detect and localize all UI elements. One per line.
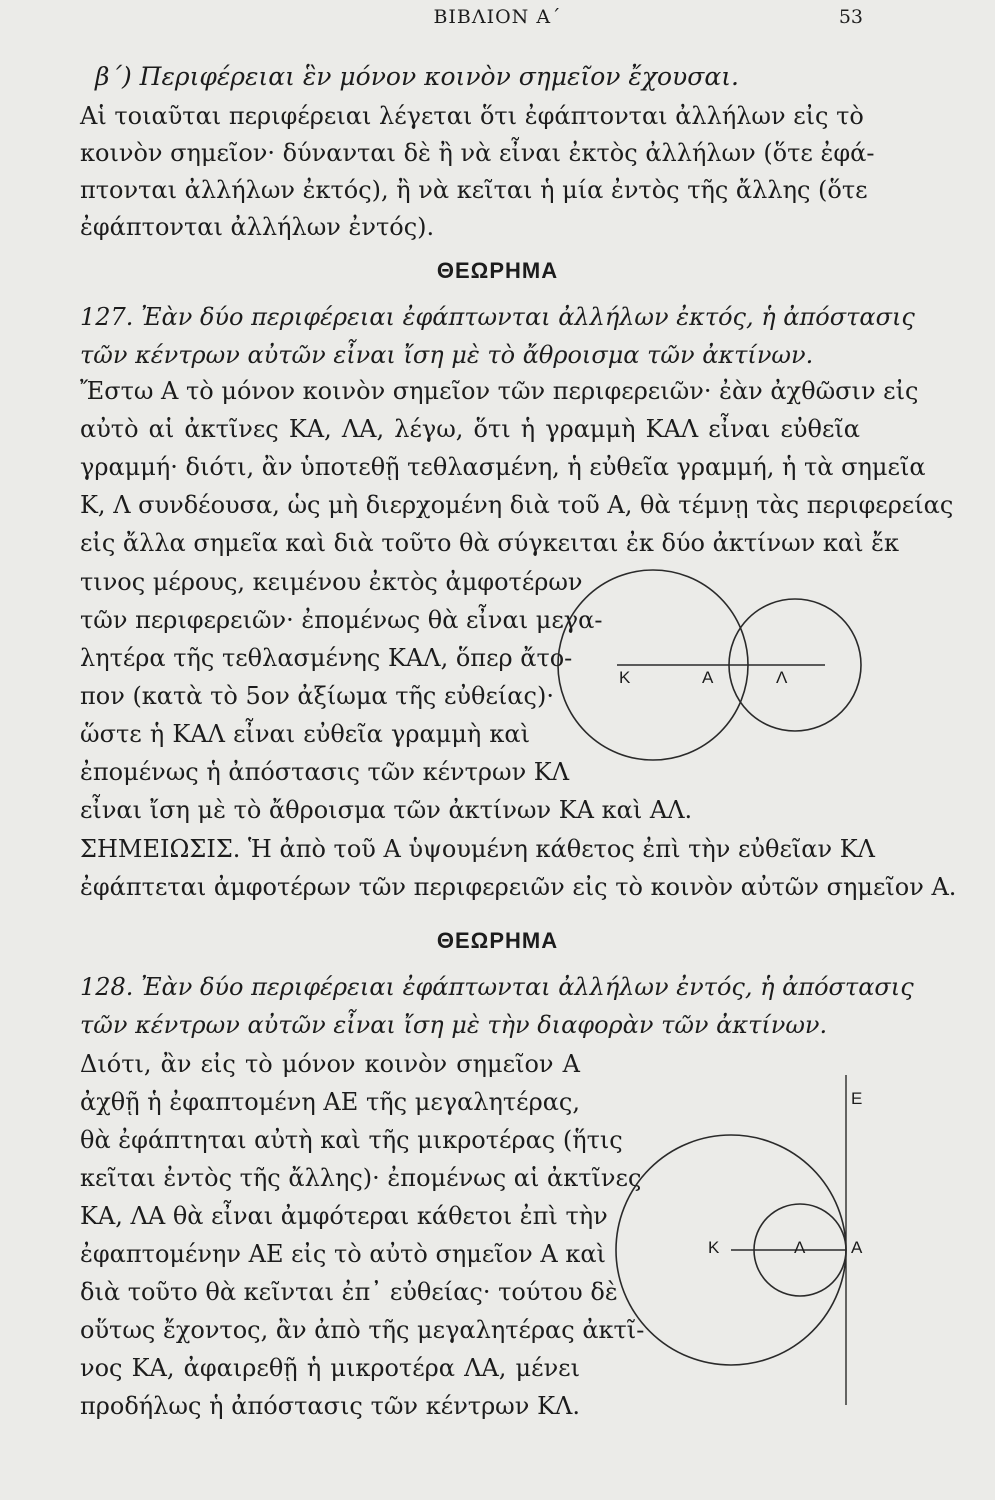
proof-line: γραμμή· διότι, ἂν ὑποτεθῇ τεθλασμένη, ἡ εὐθεῖα γραμμή, ἡ τὰ σημεῖα [80, 453, 926, 481]
proof-line: αὐτὸ αἱ ἀκτῖνες ΚΑ, ΛΑ, λέγω, ὅτι ἡ γραμμὴ ΚΑΛ εἶναι εὐθεῖα [80, 415, 860, 443]
intro-line: ἐφάπτονται ἀλλήλων ἐντός). [80, 213, 435, 241]
proof-line: νος ΚΑ, ἀφαιρεθῇ ἡ μικροτέρα ΛΑ, μένει [80, 1354, 580, 1382]
label-l: Λ [794, 1238, 806, 1257]
proof-line: προδήλως ἡ ἀπόστασις τῶν κέντρων ΚΛ. [80, 1392, 580, 1420]
proof-line: Διότι, ἂν εἰς τὸ μόνον κοινὸν σημεῖον Α [80, 1050, 580, 1078]
proof-line: ἐφαπτομένην ΑΕ εἰς τὸ αὐτὸ σημεῖον Α καὶ [80, 1240, 606, 1268]
intro-line: πτονται ἀλλήλων ἐκτός), ἢ νὰ κεῖται ἡ μία ἐντὸς τῆς ἄλλης (ὅτε [80, 176, 868, 204]
proof-line: θὰ ἐφάπτηται αὐτὴ καὶ τῆς μικροτέρας (ἥτις [80, 1126, 623, 1154]
theorem-statement-line: τῶν κέντρων αὐτῶν εἶναι ἴση μὲ τὸ ἄθροισμα τῶν ἀκτίνων. [80, 341, 814, 369]
proof-line: Κ, Λ συνδέουσα, ὡς μὴ διερχομένη διὰ τοῦ Α, θὰ τέμνῃ τὰς περιφερείας [80, 491, 954, 519]
proof-line: ἀχθῇ ἡ ἐφαπτομένη ΑΕ τῆς μεγαλητέρας, [80, 1088, 580, 1116]
label-a: Α [851, 1238, 863, 1257]
label-k: Κ [708, 1238, 720, 1257]
running-title: ΒΙΒΛΙΟΝ Α΄ [433, 6, 562, 28]
figure-external-tangency [545, 565, 865, 765]
intro-line: Αἱ τοιαῦται περιφέρειαι λέγεται ὅτι ἐφάπτονται ἀλλήλων εἰς τὸ [80, 102, 864, 130]
figure-internal-tangency [600, 1070, 870, 1410]
proof-line: ΚΑ, ΛΑ θὰ εἶναι ἀμφότεραι κάθετοι ἐπὶ τὴν [80, 1202, 608, 1230]
theorem-heading: ΘΕΩΡΗΜΑ [436, 928, 559, 953]
proof-line: τινος μέρους, κειμένου ἐκτὸς ἀμφοτέρων [80, 568, 583, 596]
theorem-statement-line: 127. Ἐὰν δύο περιφέρειαι ἐφάπτωνται ἀλλήλων ἐκτός, ἡ ἀπόστασις [80, 303, 915, 331]
proof-line: ἐπομένως ἡ ἀπόστασις τῶν κέντρων ΚΛ [80, 758, 570, 786]
proof-line: τῶν περιφερειῶν· ἐπομένως θὰ εἶναι μεγα- [80, 606, 603, 634]
intro-line: κοινὸν σημεῖον· δύνανται δὲ ἢ νὰ εἶναι ἐκτὸς ἀλλήλων (ὅτε ἐφά- [80, 139, 875, 167]
theorem-heading: ΘΕΩΡΗΜΑ [436, 258, 559, 283]
theorem-statement-line: τῶν κέντρων αὐτῶν εἶναι ἴση μὲ τὴν διαφορὰν τῶν ἀκτίνων. [80, 1011, 828, 1039]
page-number: 53 [838, 6, 863, 28]
label-l: Λ [776, 668, 788, 687]
proof-line: κεῖται ἐντὸς τῆς ἄλλης)· ἐπομένως αἱ ἀκτῖνες [80, 1164, 642, 1192]
theorem-statement-line: 128. Ἐὰν δύο περιφέρειαι ἐφάπτωνται ἀλλήλων ἐντός, ἡ ἀπόστασις [80, 973, 914, 1001]
proof-line: πον (κατὰ τὸ 5ον ἀξίωμα τῆς εὐθείας)· [80, 682, 554, 710]
proof-line: ὥστε ἡ ΚΑΛ εἶναι εὐθεῖα γραμμὴ καὶ [80, 720, 530, 748]
note-line: ΣΗΜΕΙΩΣΙΣ. Ἡ ἀπὸ τοῦ Α ὑψουμένη κάθετος ἐπὶ τὴν εὐθεῖαν ΚΛ [80, 835, 875, 863]
proof-line: Ἔστω Α τὸ μόνον κοινὸν σημεῖον τῶν περιφερειῶν· ἐὰν ἀχθῶσιν εἰς [80, 377, 919, 405]
proof-line: εἶναι ἴση μὲ τὸ ἄθροισμα τῶν ἀκτίνων ΚΑ καὶ ΑΛ. [80, 796, 693, 824]
page-header [0, 6, 995, 30]
proof-line: εἰς ἄλλα σημεῖα καὶ διὰ τοῦτο θὰ σύγκειται ἐκ δύο ἀκτίνων καὶ ἔκ [80, 529, 900, 557]
label-e: Ε [851, 1089, 863, 1108]
proof-line: οὕτως ἔχοντος, ἂν ἀπὸ τῆς μεγαλητέρας ἀκτῖ- [80, 1316, 645, 1344]
proof-line: λητέρα τῆς τεθλασμένης ΚΑΛ, ὅπερ ἄτο- [80, 644, 573, 672]
note-line: ἐφάπτεται ἀμφοτέρων τῶν περιφερειῶν εἰς τὸ κοινὸν αὐτῶν σημεῖον Α. [80, 873, 957, 901]
proof-line: διὰ τοῦτο θὰ κεῖνται ἐπ᾽ εὐθείας· τούτου δὲ [80, 1278, 618, 1306]
section-title: β΄) Περιφέρειαι ἓν μόνον κοινὸν σημεῖον ἔχουσαι. [95, 62, 739, 91]
label-a: Α [702, 668, 714, 687]
label-k: Κ [619, 668, 631, 687]
